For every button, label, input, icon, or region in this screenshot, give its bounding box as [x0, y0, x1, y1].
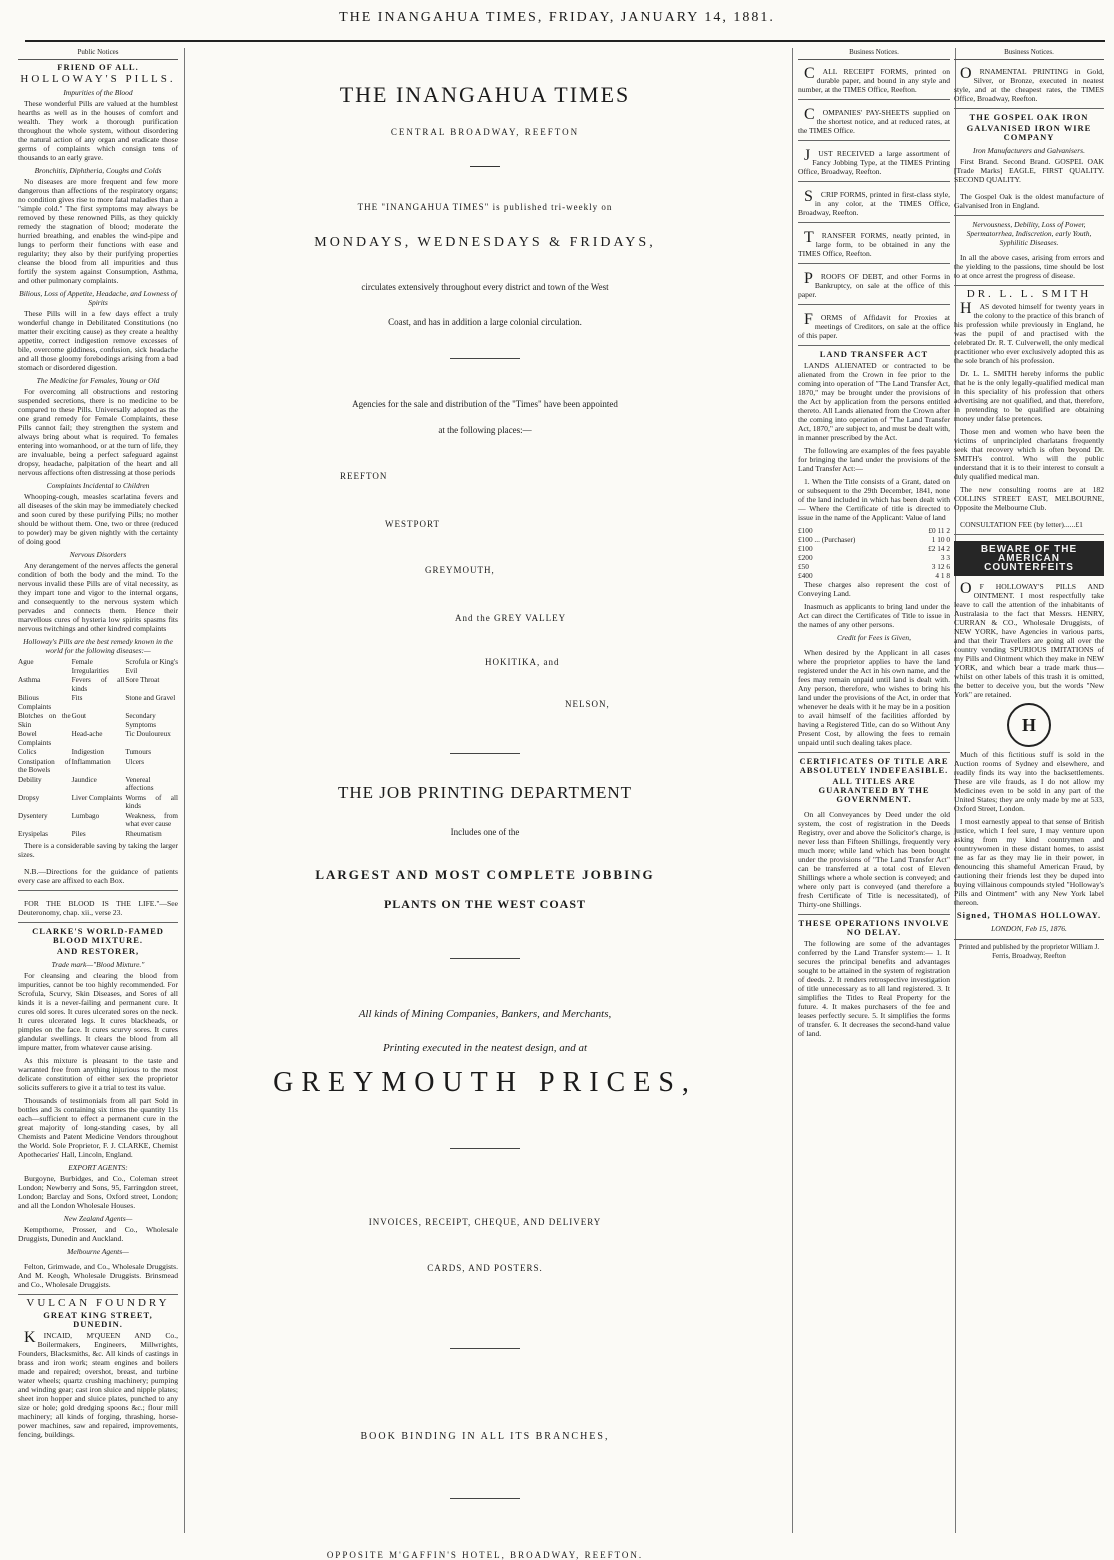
disease-item: Ague: [18, 658, 34, 666]
signature: Signed, THOMAS HOLLOWAY.: [956, 910, 1102, 920]
left-column: [18, 48, 185, 1533]
disease-item: Venereal affections: [125, 775, 154, 792]
disease-item: Weakness, from what ever cause: [125, 811, 178, 828]
right-column-1: [792, 48, 956, 1533]
paragraph: These charges also represent the cost of Conveying Land.: [798, 580, 950, 598]
subheading: Nervous Disorders: [69, 550, 127, 559]
subheading: New Zealand Agents—: [63, 1214, 133, 1223]
gospel-oak-heading: THE GOSPEL OAK IRON: [969, 112, 1089, 122]
plants-heading: PLANTS ON THE WEST COAST: [383, 897, 587, 911]
notice: FORMS of Affidavit for Proxies at meetings of Creditors, on sale at the office of this paper.: [798, 309, 950, 346]
disease-item: Lumbago: [71, 811, 100, 820]
disease-item: Asthma: [18, 676, 41, 684]
holloway-heading: HOLLOWAY'S PILLS.: [20, 73, 176, 85]
cards-text: CARDS, AND POSTERS.: [427, 1263, 543, 1273]
notice: PROOFS OF DEBT, and other Forms in Bankruptcy, on sale at the office of this paper.: [798, 268, 950, 305]
paragraph: LANDS ALIENATED or contracted to be alienated from the Crown in fee prior to the coming into operation of "The Land Transfer Act, 1870," may be brought under the provisions of the Act by application from the persons entitled thereto. All Lands alienated from the Crown after the coming into operation of "The Land Transfer Act, 1870," are subject to, and must be dealt with, in manner prescribed by the Act.: [798, 361, 950, 442]
guaranteed-heading: ALL TITLES ARE GUARANTEED BY THE GOVERNMENT.: [818, 776, 930, 804]
paragraph: Kempthorne, Prosser, and Co., Wholesale Druggists, Dunedin and Auckland.: [18, 1225, 178, 1243]
office-address: OPPOSITE M'GAFFIN'S HOTEL, BROADWAY, REEFTON.: [326, 1550, 644, 1560]
paragraph: Thousands of testimonials from all part Sold in bottles and 3s containing six times the quantity 11s each—sufficient to effect a permanent cure in the great majority of long-standing cases, by all Chemists and Patent Medicine Vendors throughout the World. Sole Proprietor, F. J. CLARKE, Chemist Apothecaries' Hall, Lincoln, England.: [18, 1096, 178, 1159]
masthead: [0, 0, 1114, 42]
place-name: HOKITIKA, and: [485, 657, 560, 667]
place-name: WESTPORT: [385, 519, 440, 529]
divider: [450, 358, 520, 359]
disease-item: Tic Douloureux: [125, 730, 171, 738]
paragraph: Those men and women who have been the victims of unprincipled charlatans frequently seek that recovery which is often beyond Dr. SMITH's control. Who will the public understand that it is to their interest to consult a duly qualified medical man.: [954, 427, 1104, 481]
paragraph: There is a considerable saving by taking the larger sizes.: [18, 841, 178, 859]
paragraph: The following are examples of the fees payable for bringing the land under the provisions of the Land Transfer Act:—: [798, 446, 950, 473]
section-header: Business Notices.: [954, 48, 1104, 60]
disease-item: Ulcers: [125, 757, 145, 766]
subheading: Melbourne Agents—: [67, 1247, 129, 1256]
paragraph: The new consulting rooms are at 182 COLLINS STREET EAST, MELBOURNE, Opposite the Melbourne Club.: [954, 485, 1104, 512]
job-printing-heading: THE JOB PRINTING DEPARTMENT: [337, 783, 633, 802]
notice: JUST RECEIVED a large assortment of Fancy Jobbing Type, at the TIMES Printing Office, Broadway, Reefton.: [798, 145, 950, 182]
divider: [450, 958, 520, 959]
divider: [450, 1348, 520, 1349]
disease-item: Rheumatism: [125, 829, 162, 838]
notice: CALL RECEIPT FORMS, printed on durable paper, and bound in any style and number, at the TIMES Office, Reefton.: [798, 63, 950, 100]
disease-item: Colics: [18, 748, 37, 756]
paragraph: When desired by the Applicant in all cases where the proprietor applies to have the land registered under the Act in his own name, and the fees may remain unpaid until land is dealt with. Any person, therefore, who wishes to bring his land under the provisions of the Act, in order that whenever he deals with it he may be in a position to avail himself of the facilities afforded by having a Registered Title, can do so Without Any Present Cost, by allowing the fees to remain unpaid until such dealing takes place.: [798, 644, 950, 753]
places-intro: at the following places:—: [438, 425, 532, 435]
disease-item: Scrofula or King's Evil: [125, 658, 178, 675]
kinds-text: All kinds of Mining Companies, Bankers, and Merchants,: [358, 1008, 612, 1020]
fee-row: £400 4 1 8: [798, 571, 950, 580]
paragraph: N.B.—Directions for the guidance of patients every case are affixed to each Box.: [18, 863, 178, 891]
disease-item: Jaundice: [71, 775, 97, 784]
subheading: Complaints Incidental to Children: [46, 481, 150, 490]
disease-item: Sore Throat: [125, 676, 160, 684]
fee-row: £100 £0 11 2: [798, 526, 950, 535]
paragraph: These Pills will in a few days effect a truly wonderful change in Debilitated Constitutions (no matter their exciting cause) as they create a healthy appetite, correct indigestion remove excesses of bile, overcome giddiness, confusion, sick headache and all those gloomy forebodings arising from a bad stomach or disordered digestion.: [18, 309, 178, 372]
subheading: Trade mark—"Blood Mixture.": [51, 960, 145, 969]
paragraph: In all the above cases, arising from errors and the yielding to the passions, time should be lost to at once arrest the progress of disease.: [954, 249, 1104, 286]
disease-item: Debility: [18, 775, 42, 784]
friend-heading: FRIEND OF ALL.: [57, 62, 139, 72]
paragraph: CONSULTATION FEE (by letter)......£1: [954, 516, 1104, 535]
date-line: LONDON, Feb 15, 1876.: [991, 924, 1067, 933]
agencies-text: Agencies for the sale and distribution of the "Times" have been appointed: [352, 399, 618, 409]
paper-title: THE INANGAHUA TIMES: [339, 82, 631, 107]
subheading: Bronchitis, Diphtheria, Coughs and Colds: [34, 166, 162, 175]
diseases-list: [18, 658, 178, 838]
paragraph: Any derangement of the nerves affects the general condition of both the body and the mind. To the nervous invalid these Pills are of vital necessity, as they impart tone and vigor to the internal organs, and consequently to the nervous system which pervades and connects them. Hence their marvellous cures of hysteria low spirits spasms fits nervous twitchings and other kindred complaints: [18, 561, 178, 633]
clarke-heading: CLARKE'S WORLD-FAMED BLOOD MIXTURE.: [32, 926, 164, 945]
paragraph: HAS devoted himself for twenty years in the colony to the practice of this branch of his profession while previously in England, he was the pupil of and practised with the celebrated Dr. R. T. Culverwell, the only medical practitioner who ever exclusively adopted this as the sole branch of his profession.: [954, 300, 1104, 365]
disease-item: Blotches on the Skin: [18, 712, 71, 729]
disease-item: Gout: [71, 712, 87, 720]
certificates-heading: CERTIFICATES OF TITLE ARE ABSOLUTELY INDEFEASIBLE.: [799, 756, 949, 775]
fee-row: £200 3 3: [798, 553, 950, 562]
fee-row: £50 3 12 6: [798, 562, 950, 571]
middle-column: [185, 48, 785, 1560]
fees-table: [798, 526, 950, 580]
disease-item: Erysipelas: [18, 829, 48, 838]
disease-item: Secondary Symptoms: [125, 712, 157, 729]
holloway-seal-icon: H: [1007, 703, 1051, 747]
place-name: GREYMOUTH,: [425, 565, 495, 575]
coast-text: Coast, and has in addition a large colonial circulation.: [388, 317, 582, 327]
paragraph: OF HOLLOWAY'S PILLS AND OINTMENT. I most respectfully take leave to call the attention of the inhabitants of Australasia to the fact that Messrs. HENRY, CURRAN & CO., Wholesale Druggists, of NEW YORK, have Agencies in various parts, and that their Travellers are going all over the country vending SPURIOUS IMITATIONS of my Pills and Ointment which they make in NEW YORK, and which bear a trade mark thus— whilst on other labels of this trash it is omitted, the better to deceive you, but the words "New York" are retained.: [954, 580, 1104, 699]
book-binding-text: BOOK BINDING IN ALL ITS BRANCHES,: [360, 1431, 610, 1442]
subheading: Impurities of the Blood: [63, 88, 133, 97]
paragraph: Dr. L. L. SMITH hereby informs the public that he is the only legally-qualified medical man in this speciality of his profession that others advertising are not qualified, and that, therefore, in pretending to be qualified are obtaining money under false pretences.: [954, 369, 1104, 423]
subheading: Iron Manufacturers and Galvanisers.: [973, 146, 1085, 155]
disease-item: Tumours: [125, 748, 152, 756]
vulcan-address: GREAT KING STREET, DUNEDIN.: [43, 1310, 153, 1329]
masthead-rule: [25, 40, 1105, 42]
disease-item: Dysentery: [18, 811, 48, 820]
subheading: Holloway's Pills are the best remedy known in the world for the following diseases:—: [23, 637, 173, 655]
divider: [470, 166, 500, 167]
smith-heading: DR. L. L. SMITH: [966, 288, 1092, 300]
disease-item: Fevers of all kinds: [71, 676, 125, 693]
paragraph: The Gospel Oak is the oldest manufacture of Galvanised Iron in England.: [954, 188, 1104, 216]
land-transfer-heading: LAND TRANSFER ACT: [819, 349, 929, 359]
subheading: Bilious, Loss of Appetite, Headache, and Lowness of Spirits: [19, 289, 177, 307]
disease-item: Inflammation: [71, 757, 111, 766]
published-text: THE "INANGAHUA TIMES" is published tri-weekly on: [357, 202, 613, 212]
notice: TRANSFER FORMS, neatly printed, in large form, to be obtained in any the TIMES Office, Reefton.: [798, 227, 950, 264]
paragraph: Whooping-cough, measles scarlatina fevers and all diseases of the skin may be immediately checked and soon cured by these purifying Pills; no mother should be without them. One, two or three (reduced to powder) may be given nightly with the certainty of doing good: [18, 492, 178, 546]
publication-days: MONDAYS, WEDNESDAYS & FRIDAYS,: [314, 235, 656, 250]
place-name: And the GREY VALLEY: [455, 613, 567, 623]
circulation-text: circulates extensively throughout every district and town of the West: [361, 282, 609, 292]
divider: [450, 753, 520, 754]
invoices-text: INVOICES, RECEIPT, CHEQUE, AND DELIVERY: [368, 1217, 602, 1227]
paragraph: On all Conveyances by Deed under the old system, the cost of registration in the Deeds Registry, over and above the Solicitor's charge, is never less than Fifteen Shillings, frequently very much more; while land which has been bought under the provisions of "The Land Transfer Act" can be transferred at a total cost of Eleven Shillings where a whole section is conveyed; and where only part is conveyed (and therefore a fresh Certificate of Title is necessitated), of Thirty-one Shillings.: [798, 806, 950, 915]
section-header: Business Notices.: [798, 48, 950, 60]
fee-row: £100 ... (Purchaser) 1 10 0: [798, 535, 950, 544]
counterfeit-warning-banner: BEWARE OF THE AMERICAN COUNTERFEITS: [954, 541, 1104, 576]
notice: COMPANIES' PAY-SHEETS supplied on the shortest notice, and at reduced rates, at the TIMES Office.: [798, 104, 950, 141]
disease-item: Worms of all kinds: [125, 793, 178, 810]
disease-item: Head-ache: [71, 730, 103, 738]
paragraph: For overcoming all obstructions and restoring suspended secretions, there is no medicine to be compared to these Pills. Universally adopted as the one grand remedy for Female Complaints, these Pills cannot fail; they strengthen the system and always bring about what is required. To females entering into womanhood, or at the turn of life, they are invaluable, being a perfect safeguard against dropsy, headache, palpitation of the heart and all nervous affections often distressing at those periods: [18, 387, 178, 477]
masthead-text: THE INANGAHUA TIMES, FRIDAY, JANUARY 14, 1881.: [339, 10, 775, 25]
place-name: REEFTON: [340, 471, 388, 481]
disease-item: Female Irregularities: [71, 658, 109, 675]
subheading: Credit for Fees is Given,: [836, 633, 912, 642]
disease-item: Indigestion: [71, 748, 104, 756]
paragraph: As this mixture is pleasant to the taste and warranted free from anything injurious to the most delicate constitution of either sex the proprietor solicits sufferers to give it a trial to test its value.: [18, 1056, 178, 1092]
disease-item: Bilious Complaints: [18, 694, 52, 711]
restorer-heading: AND RESTORER,: [56, 946, 140, 956]
right-column-2: [950, 48, 1104, 1533]
subheading: Nervousness, Debility, Loss of Power, Spermatorrhea, Indiscretion, early Youth, Syphilitic Diseases.: [966, 220, 1092, 247]
paragraph: 1. When the Title consists of a Grant, dated on or subsequent to the 29th December, 1841, none of the land included in which has been dealt with— Where the Certificate of title is directed to issue in the name of the Applicant: Value of land: [798, 477, 950, 522]
disease-item: Fits: [71, 694, 83, 702]
paragraph: First Brand. Second Brand. GOSPEL OAK [Trade Marks] EAGLE, FIRST QUALITY. SECOND QUALITY.: [954, 157, 1104, 184]
paragraph: The following are some of the advantages conferred by the Land Transfer system:— 1. It secures the principal benefits and advantages sought to be attained in the system of registration of deeds. 2. It renders retrospective investigation of title unnecessary as to all land registered. 3. It simplifies the Titles to Real Property for the future. 4. It makes purchasers of the fee and leases perfectly secure. 5. It simplifies the forms of transfer. 6. It decreases the second-hand value of land.: [798, 939, 950, 1038]
disease-item: Liver Complaints: [71, 793, 123, 802]
divider: [450, 1148, 520, 1149]
paper-address: CENTRAL BROADWAY, REEFTON: [390, 127, 580, 137]
fee-row: £100 £2 14 2: [798, 544, 950, 553]
paragraph: Burgoyne, Burbidges, and Co., Coleman street London; Newberry and Sons, 95, Farringdon street, London; Barclay and Sons, Oxford street, London; and all the London Wholesale Houses.: [18, 1174, 178, 1210]
paragraph: FOR THE BLOOD IS THE LIFE."—See Deuteronomy, chap. xii., verse 23.: [18, 895, 178, 923]
subheading: The Medicine for Females, Young or Old: [36, 376, 160, 385]
imprint: Printed and published by the proprietor William J. Ferris, Broadway, Reefton: [954, 939, 1104, 961]
paragraph: Much of this fictitious stuff is sold in the Auction rooms of Sydney and elsewhere, and readily finds its way into the backsettlements. These are vile frauds, as I do not allow my Medicines even to be sold in any part of the United States; they are only made by me at 533, Oxford Street, London.: [954, 750, 1104, 813]
disease-item: Bowel Complaints: [18, 730, 52, 747]
section-header: Public Notices: [18, 48, 178, 60]
paragraph: Inasmuch as applicants to bring land under the Act can direct the Certificates of Title to issue in the names of any other persons.: [798, 602, 950, 629]
disease-item: Stone and Gravel: [125, 694, 176, 702]
subheading: EXPORT AGENTS:: [68, 1163, 128, 1172]
paragraph: KINCAID, M'QUEEN AND Co., Boilermakers, Engineers, Millwrights, Founders, Blacksmiths, &c. All kinds of castings in brass and iron work; steam engines and boilers made and repaired; overshot, breast, and turbine water wheels; quartz crushing machinery; pumping and winding gear; cast iron sluice and nipple plates; sheet iron hopper and sluice plates, punched to any size or hole; gold dredging spoons &c.; flour mill machinery; all kinds of forging, thrashing, horse-power machines, saw and repaired, improvements, fencing, buildings.: [18, 1329, 178, 1439]
paragraph: For cleansing and clearing the blood from impurities, cannot be too highly recommended. For Scrofula, Scurvy, Skin Diseases, and Sores of all kinds it is a never-failing and permanent cure. It cures old sores. It cures ulcerated sores on the neck. It cures ulcerated legs. It cures blackheads, or pimples on the face. It cures scurvy sores. It cures glandular swellings. It clears the blood from all impure matter, from whatever cause arising.: [18, 971, 178, 1052]
operations-heading: THESE OPERATIONS INVOLVE NO DELAY.: [798, 918, 950, 937]
printing-text: Printing executed in the neatest design, and at: [382, 1042, 588, 1054]
divider: [450, 1498, 520, 1499]
disease-item: Dropsy: [18, 793, 40, 802]
paragraph: These wonderful Pills are valued at the humblest hearths as well as in the houses of comfort and wealth. They work a thorough purification throughout the whole system, without disordering the natural action of any organ and eradicate those germs of complaints which consign tens of thousands to an early grave.: [18, 99, 178, 162]
disease-item: Constipation of the Bowels: [18, 757, 71, 774]
disease-item: Piles: [71, 829, 86, 838]
includes-text: Includes one of the: [450, 827, 520, 837]
paragraph: Felton, Grimwade, and Co., Wholesale Druggists. And M. Keogh, Wholesale Druggists. Brinsmead and Co., Wholesale Druggists.: [18, 1258, 178, 1295]
paragraph: No diseases are more frequent and few more dangerous than affections of the respiratory organs; no condition gives rise to more fatal maladies than a "simple cold." The first symptoms may always be removed by these renowned Pills, as they quickly remedy the stagnation of blood; moderate the hurried breathing, and enables the wind-pipe and lungs to perform their functions with ease and regularity; they also by their purifying properties cleanse the blood from all impurities and thus fortify the system against Consumption, Asthma, and other pulmonary complaints.: [18, 177, 178, 285]
largest-heading: LARGEST AND MOST COMPLETE JOBBING: [315, 867, 655, 882]
notice: SCRIP FORMS, printed in first-class style, in any color, at the TIMES Office, Broadway, Reefton.: [798, 186, 950, 223]
prices-heading: GREYMOUTH PRICES,: [273, 1067, 697, 1098]
paragraph: I most earnestly appeal to that sense of British justice, which I feel sure, I may venture upon asking from my kind countrymen and countrywomen in these distant homes, to assist me as far as they may lie in their power, in denouncing this shameful American Fraud, by cautioning their friends lest they be duped into buying villainous compounds styled "Holloway's Pills and Ointment" with any New York label thereon.: [954, 817, 1104, 907]
notice: ORNAMENTAL PRINTING in Gold, Silver, or Bronze, executed in neatest style, and at the cheapest rates, the TIMES Office, Broadway, Reefton.: [954, 63, 1104, 109]
vulcan-heading: VULCAN FOUNDRY: [26, 1297, 170, 1309]
place-name: NELSON,: [565, 699, 610, 709]
galvanised-heading: GALVANISED IRON WIRE COMPANY: [966, 123, 1092, 142]
